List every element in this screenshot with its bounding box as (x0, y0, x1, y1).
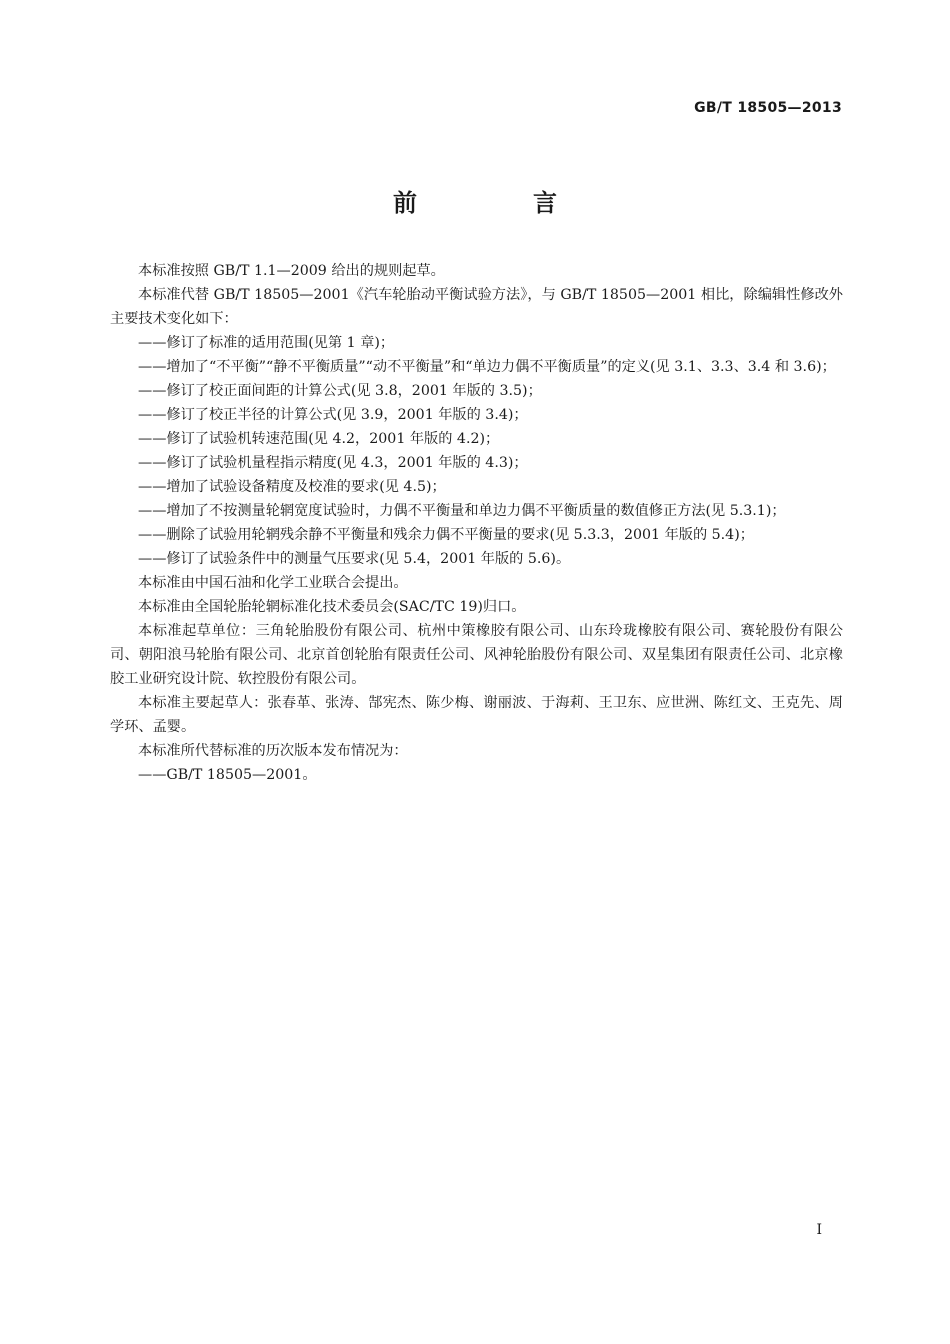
change-item: ——删除了试验用轮辋残余静不平衡量和残余力偶不平衡量的要求(见 5.3.3，2001 年版的 5.4)； (138, 527, 754, 543)
change-item: ——修订了试验机量程指示精度(见 4.3，2001 年版的 4.3)； (138, 455, 528, 471)
change-item: ——修订了试验条件中的测量气压要求(见 5.4，2001 年版的 5.6)。 (138, 551, 571, 567)
page-number: I (816, 1222, 822, 1238)
foreword-body (110, 259, 843, 787)
change-item: ——修订了校正面间距的计算公式(见 3.8，2001 年版的 3.5)； (138, 383, 542, 399)
paragraph-replacement: 本标准代替 GB/T 18505—2001《汽车轮胎动平衡试验方法》，与 GB/T 18505—2001 相比，除编辑性修改外主要技术变化如下： (110, 287, 843, 327)
paragraph-committee: 本标准由全国轮胎轮辋标准化技术委员会(SAC/TC 19)归口。 (138, 599, 526, 615)
paragraph-drafting-rules: 本标准按照 GB/T 1.1—2009 给出的规则起草。 (138, 263, 445, 279)
paragraph-drafting-units: 本标准起草单位：三角轮胎股份有限公司、杭州中策橡胶有限公司、山东玲珑橡胶有限公司、赛轮股份有限公司、朝阳浪马轮胎有限公司、北京首创轮胎有限责任公司、风神轮胎股份有限公司、双星集团有限责任公司、北京橡胶工业研究设计院、软控股份有限公司。 (110, 623, 843, 687)
change-item: ——修订了标准的适用范围(见第 1 章)； (138, 335, 395, 351)
paragraph-proposer: 本标准由中国石油和化学工业联合会提出。 (138, 575, 408, 591)
standard-code: GB/T 18505—2013 (694, 100, 842, 116)
paragraph-drafters: 本标准主要起草人：张春革、张涛、郜宪杰、陈少梅、谢丽波、于海莉、王卫东、应世洲、陈红文、王克先、周学环、孟婴。 (110, 695, 843, 735)
page-title: 前 言 (393, 189, 603, 217)
change-item: ——增加了“不平衡”“静不平衡质量”“动不平衡量”和“单边力偶不平衡质量”的定义(见 3.1、3.3、3.4 和 3.6)； (138, 359, 836, 375)
change-item: ——修订了试验机转速范围(见 4.2，2001 年版的 4.2)； (138, 431, 500, 447)
change-item: ——修订了校正半径的计算公式(见 3.9，2001 年版的 3.4)； (138, 407, 528, 423)
change-item: ——增加了试验设备精度及校准的要求(见 4.5)； (138, 479, 446, 495)
history-item: ——GB/T 18505—2001。 (138, 767, 317, 783)
change-item: ——增加了不按测量轮辋宽度试验时，力偶不平衡量和单边力偶不平衡质量的数值修正方法(见 5.3.1)； (138, 503, 786, 519)
paragraph-history-intro: 本标准所代替标准的历次版本发布情况为： (138, 743, 408, 759)
